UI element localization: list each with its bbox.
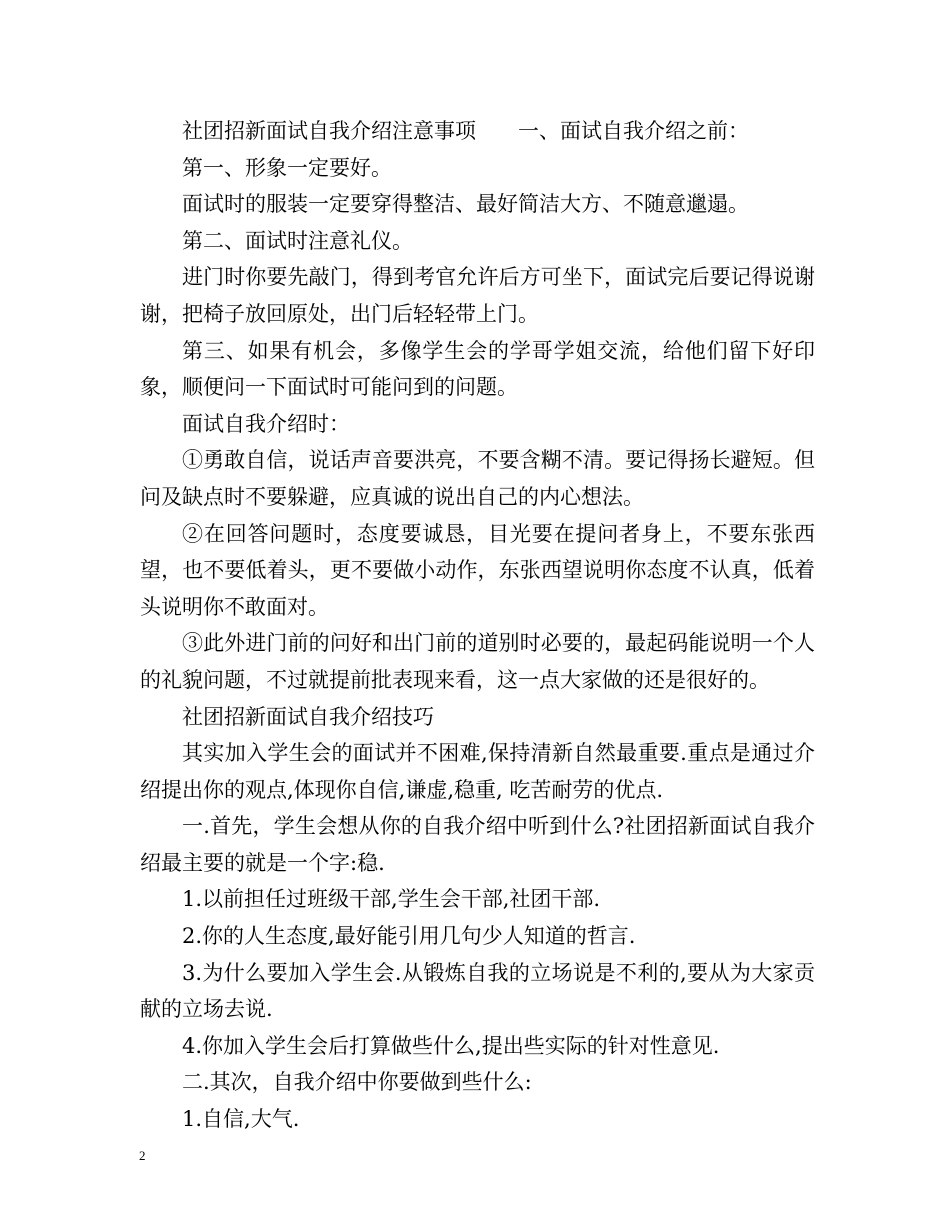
- document-body: [140, 113, 815, 1138]
- paragraph-18: 二.其次，自我介绍中你要做到些什么:: [182, 1070, 532, 1095]
- paragraph-2: 第一、形象一定要好。: [182, 155, 392, 180]
- paragraph-12: 其实加入学生会的面试并不困难,保持清新自然最重要.重点是通过介绍提出你的观点,体现你自信,谦虚,稳重, 吃苦耐劳的优点.: [140, 741, 815, 802]
- paragraph-14: 1.以前担任过班级干部,学生会干部,社团干部.: [182, 887, 601, 912]
- paragraph-1: 社团招新面试自我介绍注意事项 一、面试自我介绍之前：: [182, 119, 749, 143]
- paragraph-11: 社团招新面试自我介绍技巧: [182, 704, 434, 729]
- paragraph-16: 3.为什么要加入学生会.从锻炼自我的立场说是不利的,要从为大家贡献的立场去说.: [140, 960, 815, 1022]
- paragraph-3: 面试时的服装一定要穿得整洁、最好简洁大方、不随意邋遢。: [182, 192, 749, 217]
- paragraph-19: 1.自信,大气.: [182, 1107, 300, 1132]
- paragraph-6: 第三、如果有机会，多像学生会的学哥学姐交流，给他们留下好印象，顺便问一下面试时可能问到的问题。: [140, 338, 815, 400]
- paragraph-7: 面试自我介绍时：: [182, 411, 350, 436]
- paragraph-8: ①勇敢自信，说话声音要洪亮，不要含糊不清。要记得扬长避短。但问及缺点时不要躲避，应真诚的说出自己的内心想法。: [140, 448, 815, 509]
- paragraph-4: 第二、面试时注意礼仪。: [182, 228, 413, 253]
- page-number: 2: [139, 1148, 146, 1163]
- paragraph-15: 2.你的人生态度,最好能引用几句少人知道的哲言.: [182, 924, 636, 949]
- paragraph-17: 4.你加入学生会后打算做些什么,提出些实际的针对性意见.: [182, 1033, 720, 1058]
- paragraph-5: 进门时你要先敲门，得到考官允许后方可坐下，面试完后要记得说谢谢，把椅子放回原处，出门后轻轻带上门。: [140, 265, 815, 326]
- paragraph-10: ③此外进门前的问好和出门前的道别时必要的，最起码能说明一个人的礼貌问题，不过就提前批表现来看，这一点大家做的还是很好的。: [140, 631, 815, 692]
- paragraph-13: 一.首先，学生会想从你的自我介绍中听到什么?社团招新面试自我介绍最主要的就是一个字:稳.: [140, 814, 815, 875]
- paragraph-9: ②在回答问题时，态度要诚恳，目光要在提问者身上，不要东张西望，也不要低着头，更不要做小动作，东张西望说明你态度不认真，低着头说明你不敢面对。: [140, 521, 815, 619]
